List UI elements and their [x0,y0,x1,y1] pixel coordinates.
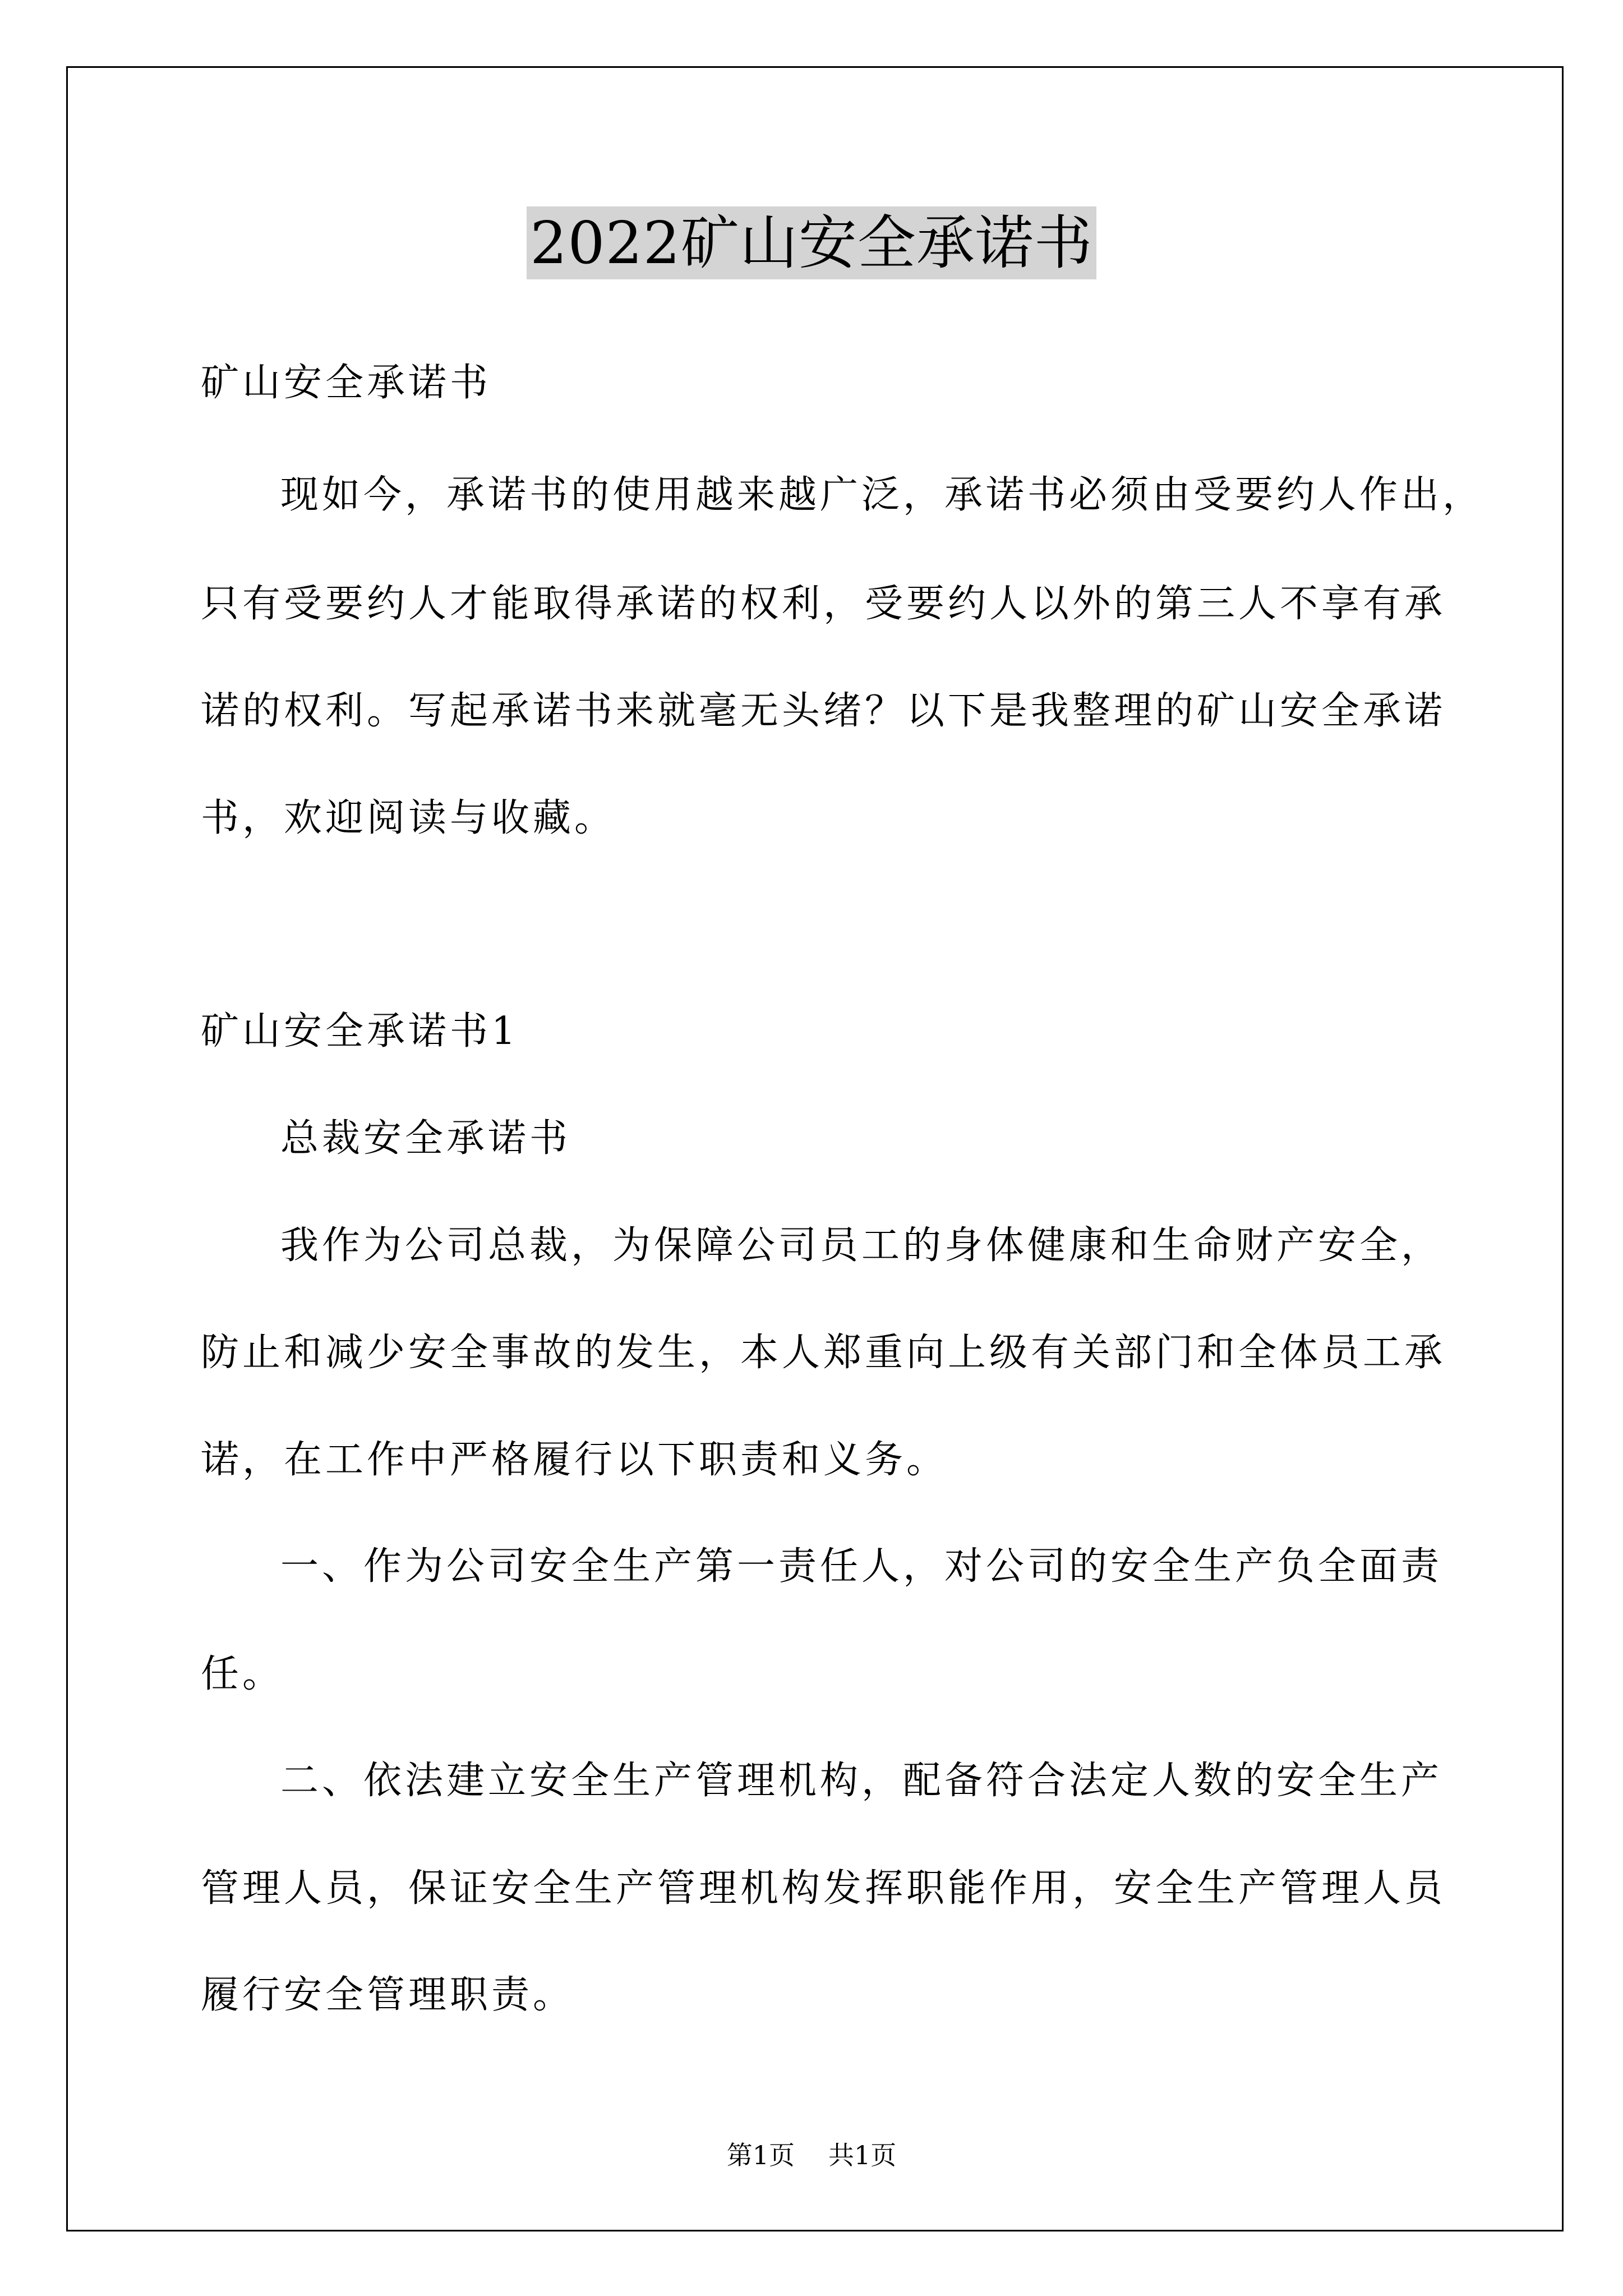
title-container [0,206,1623,279]
item1-line-1: 一、作为公司安全生产第一责任人，对公司的安全生产负全面责 [280,1544,1443,1589]
para1-line-3: 诺，在工作中严格履行以下职责和义务。 [201,1438,948,1482]
item2-line-1: 二、依法建立安全生产管理机构，配备符合法定人数的安全生产 [280,1759,1443,1803]
para1-line-1: 我作为公司总裁，为保障公司员工的身体健康和生命财产安全， [280,1223,1443,1268]
section-subheading: 总裁安全承诺书 [280,1116,571,1161]
item1-line-2: 任。 [201,1652,284,1696]
intro-line-1: 现如今，承诺书的使用越来越广泛，承诺书必须由受要约人作出， [280,473,1484,517]
intro-line-3: 诺的权利。写起承诺书来就毫无头绪？以下是我整理的矿山安全承诺 [201,689,1446,733]
item2-line-2: 管理人员，保证安全生产管理机构发挥职能作用，安全生产管理人员 [201,1866,1446,1911]
page-number-total: 共1页 [828,2140,897,2170]
intro-line-4: 书，欢迎阅读与收藏。 [201,796,616,840]
document-subtitle: 矿山安全承诺书 [201,361,492,405]
intro-line-2: 只有受要约人才能取得承诺的权利，受要约人以外的第三人不享有承 [201,582,1446,626]
item2-line-3: 履行安全管理职责。 [201,1973,575,2017]
document-title: 2022矿山安全承诺书 [527,206,1096,279]
page-number-current: 第1页 [726,2140,795,2170]
page-footer [0,2138,1623,2172]
para1-line-2: 防止和减少安全事故的发生，本人郑重向上级有关部门和全体员工承 [201,1331,1446,1375]
section-heading: 矿山安全承诺书1 [201,1009,519,1053]
